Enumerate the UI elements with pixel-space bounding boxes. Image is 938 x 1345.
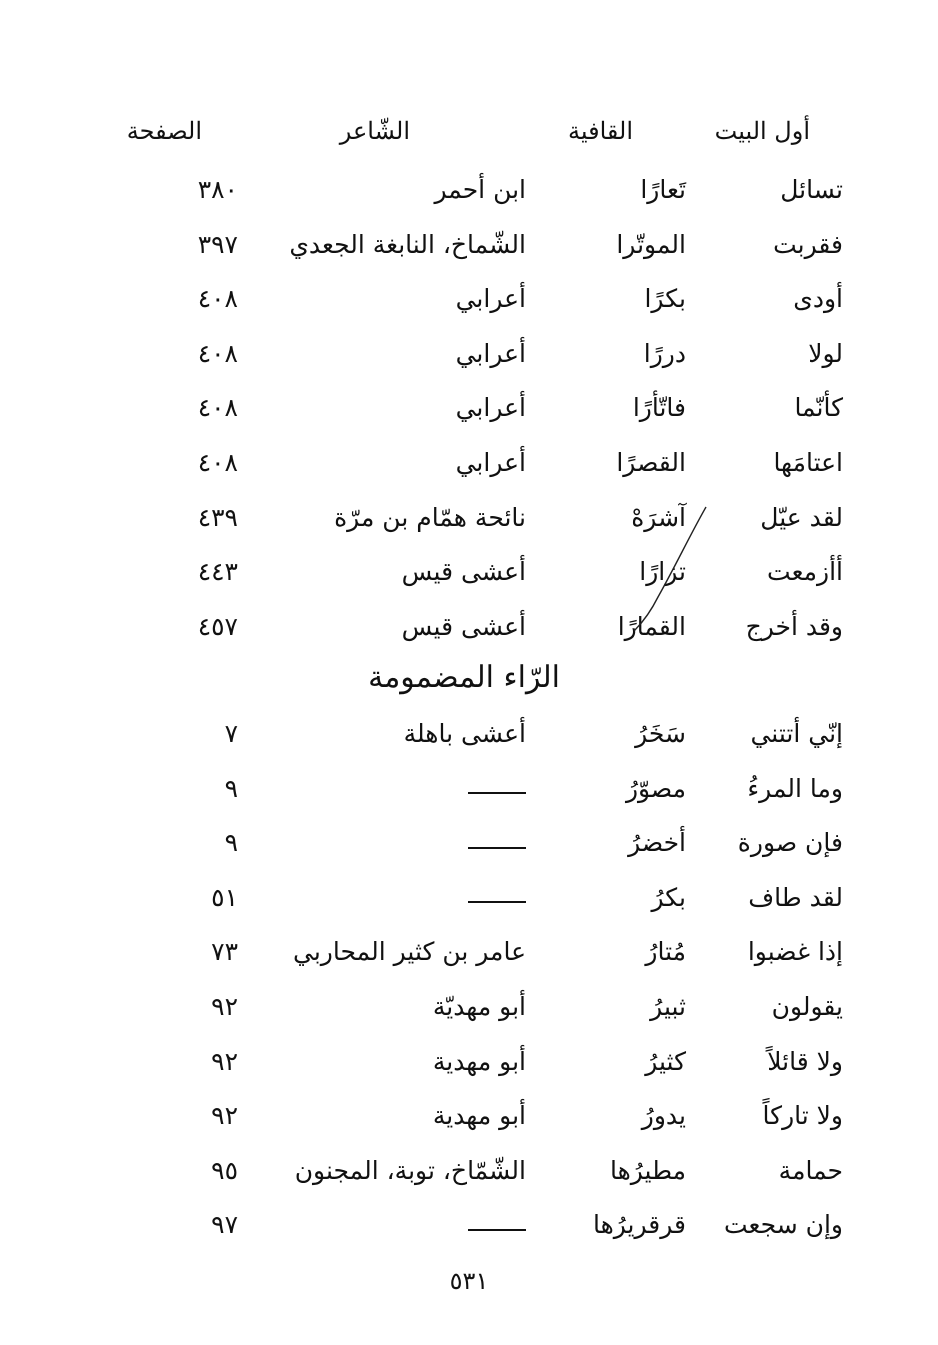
table-row xyxy=(0,880,938,934)
first-words-cell: ولا قائلاً xyxy=(767,1046,843,1076)
page-number: ٥٣١ xyxy=(449,1267,489,1295)
poet-cell: أعرابي xyxy=(455,393,526,423)
rhyme-cell: مصوّرُ xyxy=(625,773,686,803)
first-words-cell: وقد أخرج xyxy=(745,611,843,641)
rhyme-cell: تزارًا xyxy=(639,557,686,587)
first-words-cell: فإن صورة xyxy=(737,828,843,858)
first-words-cell: إذا غضبوا xyxy=(747,937,843,967)
poet-cell: أعرابي xyxy=(455,338,526,368)
page-cell: ٤٠٨ xyxy=(197,284,238,314)
rhyme-cell: تَعارًا xyxy=(640,175,686,204)
poet-cell: أعشى باهلة xyxy=(403,719,526,748)
poet-cell: أبو مهدية xyxy=(432,1101,526,1131)
page-cell: ٩٢ xyxy=(211,1101,238,1131)
first-words-cell: يقولون xyxy=(771,992,843,1021)
first-words-cell: لقد عيّل xyxy=(760,502,843,532)
poet-cell: أبو مهدية xyxy=(432,1046,526,1076)
rhyme-cell: القمارًا xyxy=(617,611,686,641)
table-row xyxy=(0,1153,938,1207)
poet-cell: عامر بن كثير المحاربي xyxy=(293,937,526,967)
rhyme-cell: كثيرُ xyxy=(645,1046,686,1076)
table-row xyxy=(0,716,938,770)
rhyme-cell: فاتّأرًا xyxy=(632,393,686,423)
table-row xyxy=(0,172,938,226)
poet-cell: أعشى قيس xyxy=(401,557,526,587)
header-page: الصفحة xyxy=(126,117,202,145)
table-row xyxy=(0,336,938,390)
page-cell: ٧ xyxy=(224,719,238,748)
first-words-cell: فقربت xyxy=(773,229,843,259)
first-words-cell: كأنّما xyxy=(794,393,843,423)
table-row xyxy=(0,1207,938,1261)
rhyme-cell: مُتارُ xyxy=(645,937,686,967)
first-words-cell: إنّي أتتني xyxy=(750,719,843,748)
poet-unknown-dash xyxy=(468,880,526,916)
table-row xyxy=(0,554,938,608)
rhyme-cell: ثبيرُ xyxy=(650,992,686,1021)
rhyme-cell: الموتّرا xyxy=(616,229,686,259)
page-cell: ٧٣ xyxy=(211,937,238,967)
page-cell: ٩٢ xyxy=(211,992,238,1021)
rhyme-cell: دررًا xyxy=(643,338,686,368)
table-row xyxy=(0,227,938,281)
table-row xyxy=(0,825,938,879)
page-cell: ٩٢ xyxy=(211,1046,238,1076)
poet-cell: الشّمّاخ، توبة، المجنون xyxy=(294,1155,526,1185)
first-words-cell: وما المرءُ xyxy=(747,773,843,803)
page-cell: ٩٥ xyxy=(211,1155,238,1185)
table-row xyxy=(0,771,938,825)
rhyme-cell: قرقريرُها xyxy=(592,1210,686,1240)
poet-unknown-dash xyxy=(468,825,526,861)
first-words-cell: ولا تاركاً xyxy=(762,1101,843,1131)
header-first-words: أول البيت xyxy=(714,117,810,145)
table-row xyxy=(0,609,938,663)
page-cell: ٩ xyxy=(224,773,238,803)
table-row xyxy=(0,281,938,335)
header-poet: الشّاعر xyxy=(339,117,410,145)
poet-cell: الشّماخ، النابغة الجعدي xyxy=(289,229,526,259)
page-cell: ٤٥٧ xyxy=(197,611,238,641)
poet-unknown-dash xyxy=(468,771,526,807)
first-words-cell: تسائل xyxy=(780,175,843,204)
page-cell: ٩ xyxy=(224,828,238,858)
poet-cell: أبو مهديّة xyxy=(432,992,526,1021)
rhyme-cell: سَخَرُ xyxy=(635,719,686,748)
table-row xyxy=(0,500,938,554)
poet-cell: أعرابي xyxy=(455,284,526,314)
page-cell: ٤٤٣ xyxy=(197,557,238,587)
rhyme-cell: مطيرُها xyxy=(609,1155,686,1185)
first-words-cell: أأزمعت xyxy=(767,557,843,587)
rhyme-cell: بكرًا xyxy=(644,284,686,314)
rhyme-cell: أخضرُ xyxy=(628,828,686,858)
first-words-cell: وإن سجعت xyxy=(723,1210,843,1240)
pen-mark-annotation xyxy=(628,505,708,635)
first-words-cell: حمامة xyxy=(778,1155,843,1185)
page-cell: ٤٠٨ xyxy=(197,393,238,423)
rhyme-cell: يدورُ xyxy=(641,1101,686,1131)
page-cell: ٤٠٨ xyxy=(197,338,238,368)
header-rhyme: القافية xyxy=(567,117,633,145)
first-words-cell: لقد طاف xyxy=(748,882,843,912)
table-row xyxy=(0,989,938,1043)
table-row xyxy=(0,1098,938,1152)
table-row xyxy=(0,1044,938,1098)
table-row xyxy=(0,390,938,444)
first-words-cell: اعتامَها xyxy=(773,448,843,477)
section-title: الرّاء المضمومة xyxy=(368,660,560,695)
first-words-cell: أودى xyxy=(793,284,843,314)
first-words-cell: لولا xyxy=(808,338,843,368)
poet-cell: أعشى قيس xyxy=(401,611,526,641)
table-header xyxy=(0,113,938,167)
rhyme-cell: آشرَهْ xyxy=(631,502,686,532)
table-row xyxy=(0,934,938,988)
rhyme-cell: بكرُ xyxy=(651,882,686,912)
poet-cell: أعرابي xyxy=(455,448,526,477)
poet-unknown-dash xyxy=(468,1207,526,1243)
page-cell: ٩٧ xyxy=(211,1210,238,1240)
page-cell: ٤٠٨ xyxy=(197,448,238,477)
poet-cell: ابن أحمر xyxy=(434,175,526,204)
page-cell: ٣٨٠ xyxy=(197,175,238,204)
page-cell: ٥١ xyxy=(211,882,238,912)
poet-cell: نائحة همّام بن مرّة xyxy=(334,502,526,532)
table-row xyxy=(0,445,938,499)
page-cell: ٤٣٩ xyxy=(197,502,238,532)
page-cell: ٣٩٧ xyxy=(197,229,238,259)
rhyme-cell: القصرًا xyxy=(616,448,686,477)
